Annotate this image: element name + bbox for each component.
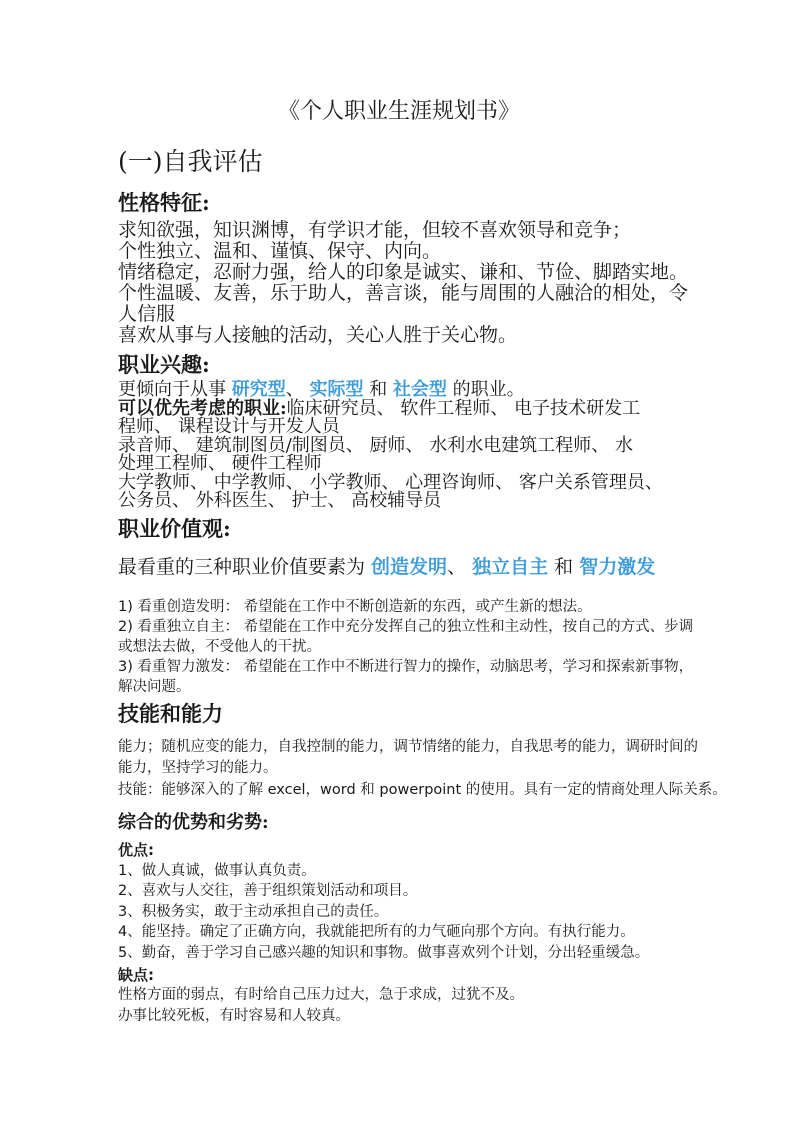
document-content: [0, 97, 727, 1026]
personality-heading: 性格特征:: [118, 190, 210, 215]
career-values-section: [118, 516, 700, 697]
interest-type-social: 社会型: [392, 379, 447, 400]
personality-line: 情绪稳定，忍耐力强，给人的印象是诚实、谦和、节俭、脚踏实地。: [118, 261, 689, 283]
personality-line: 喜欢从事与人接触的活动，关心人胜于关心物。: [118, 324, 518, 346]
personality-section: [118, 190, 700, 346]
cons-item: 办事比较死板，有时容易和人较真。: [118, 1007, 350, 1024]
values-item-line: 1) 看重创造发明： 希望能在工作中不断创造新的东西，或产生新的想法。: [118, 598, 592, 615]
and-word: 和: [363, 379, 393, 400]
personality-line: 人信服: [118, 303, 176, 325]
skills-heading: 技能和能力: [118, 700, 223, 726]
values-item-line: 解决问题。: [118, 678, 191, 695]
values-item-line: 3) 看重智力激发： 希望能在工作中不断进行智力的操作，动脑思考，学习和探索新事物，: [118, 658, 694, 675]
values-explanation-list: [118, 597, 700, 697]
interest-type-research: 研究型: [231, 379, 286, 400]
job-list-line: 大学教师、 中学教师、 小学教师、 心理咨询师、 客户关系管理员、: [118, 471, 663, 493]
values-intro-prefix: 最看重的三种职业价值要素为: [118, 555, 372, 578]
preference-prefix: 更倾向于从事: [118, 379, 232, 400]
pros-item: 1、做人真诚，做事认真负责。: [118, 862, 316, 879]
pros-item: 5、勤奋，善于学习自己感兴趣的知识和事物。做事喜欢列个计划，分出轻重缓急。: [118, 944, 650, 961]
skills-paragraph: [118, 737, 727, 801]
value-intellectual-stimulation: 智力激发: [579, 555, 656, 578]
personality-line: 个性独立、温和、谨慎、保守、内向。: [118, 240, 442, 262]
preference-suffix: 的职业。: [446, 379, 525, 400]
pros-label: 优点:: [118, 840, 154, 859]
values-item-line: 或想法去做，不受他人的干扰。: [118, 638, 321, 655]
personality-line: 求知欲强，知识渊博，有学识才能，但较不喜欢领导和竞争；: [118, 219, 632, 241]
job-list-line: 公务员、 外科医生、 护士、 高校辅导员: [118, 490, 442, 511]
and-word: 和: [548, 555, 580, 578]
values-heading: 职业价值观:: [118, 515, 231, 541]
interest-type-realistic: 实际型: [309, 379, 364, 400]
cons-list: [118, 985, 700, 1026]
priority-jobs-label: 可以优先考虑的职业:: [118, 397, 287, 419]
interests-heading: 职业兴趣:: [118, 352, 210, 377]
value-independence: 独立自主: [472, 555, 549, 578]
cons-label: 缺点:: [118, 966, 154, 984]
personality-line: 个性温暖、友善，乐于助人，善言谈，能与周围的人融洽的相处，令: [118, 282, 689, 304]
job-list-line: 程师、 课程设计与开发人员: [118, 416, 340, 437]
pros-item: 4、能坚持。确定了正确方向，我就能把所有的力气砸向那个方向。有执行能力。: [118, 924, 635, 940]
career-interests-section: [118, 352, 700, 511]
skills-abilities-section: [118, 700, 727, 801]
job-list-line: 录音师、 建筑制图员/制图员、 厨师、 水利水电建筑工程师、 水: [118, 434, 633, 456]
cons-item: 性格方面的弱点，有时给自己压力过大，急于求成，过犹不及。: [118, 987, 524, 1003]
personality-paragraph: [118, 220, 700, 346]
document-title: 《个人职业生涯规划书》: [277, 99, 520, 124]
separator: 、: [285, 379, 310, 400]
values-intro-line: [118, 556, 700, 578]
job-list-text: 临床研究员、 软件工程师、 电子技术研发工: [286, 397, 641, 419]
pros-list: [118, 861, 700, 964]
ability-line: 能力；随机应变的能力，自我控制的能力，调节情绪的能力，自我思考的能力，调研时间的: [118, 738, 698, 755]
job-list-line: 处理工程师、 硬件工程师: [118, 453, 322, 474]
strengths-heading: 综合的优势和劣势:: [118, 811, 269, 833]
pros-item: 2、喜欢与人交往，善于组织策划活动和项目。: [118, 883, 418, 899]
values-item-line: 2) 看重独立自主： 希望能在工作中充分发挥自己的独立性和主动性，按自己的方式、步调: [118, 618, 694, 635]
interests-paragraph: [118, 381, 700, 511]
ability-line: 能力，坚持学习的能力。: [118, 759, 278, 776]
separator: 、: [447, 555, 473, 578]
value-creation-invention: 创造发明: [371, 555, 448, 578]
strengths-weaknesses-section: [118, 812, 700, 1027]
part-heading-self-assessment: (一)自我评估: [118, 147, 263, 176]
skill-line: 技能：能够深入的了解 excel，word 和 powerpoint 的使用。具有一定的情商处理人际关系。: [118, 781, 727, 798]
pros-item: 3、积极务实，敢于主动承担自己的责任。: [118, 903, 389, 920]
